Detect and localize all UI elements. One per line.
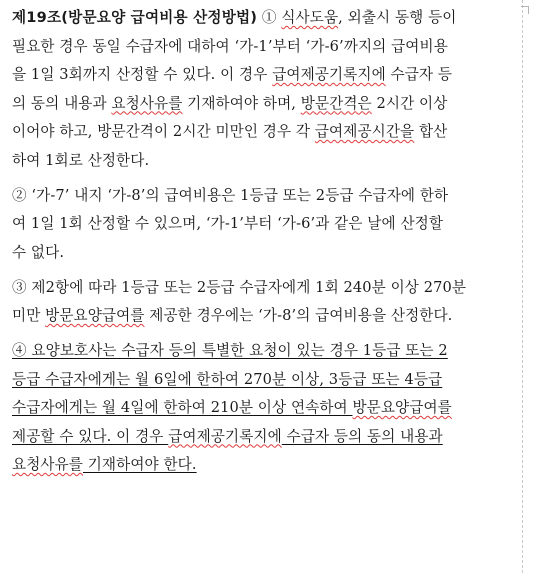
- paragraph-3-line: [12, 302, 522, 331]
- text-run: 기재하여야 하며,: [182, 94, 301, 112]
- text-run: 이어야 하고, 방문간격이 2시간 미만인 경우 각: [12, 123, 315, 140]
- text-run: 등급 수급자에게는 월 6일에 한하여 270분 이상, 3등급 또는 4등급: [12, 370, 443, 388]
- text-run: 기재하여야 한다.: [83, 456, 197, 473]
- spellcheck-flagged-word: 급여제공기록지에: [272, 66, 386, 83]
- paragraph-2-line: [12, 210, 522, 239]
- text-run: 미만: [12, 307, 46, 324]
- paragraph-4-line: [12, 451, 522, 480]
- spellcheck-flagged-word: 급여제공기록지에: [168, 427, 282, 445]
- paragraph-2-line: [12, 182, 522, 211]
- page-margin-guide: [522, 0, 523, 573]
- text-run: 을 1일 3회까지 산정할 수 있다. 이 경우: [12, 66, 273, 83]
- text-run: 수급자에게는 월 4일에 한하여 210분 이상 연속하여: [12, 399, 353, 416]
- paragraph-1-line: [12, 4, 522, 33]
- text-run: 수급자 등: [385, 66, 453, 83]
- paragraph-4-line: [12, 337, 522, 366]
- text-run: 의 동의 내용과: [12, 94, 112, 112]
- text-run: , 외출시 동행 등이: [338, 9, 457, 26]
- text-run: 여 1일 1회 산정할 수 있으며, ‘가-1’부터 ‘가-6’과 같은 날에 산정할: [12, 215, 444, 232]
- text-run: 제공할 수 있다. 이 경우: [12, 427, 169, 445]
- text-run: 제공한 경우에는 ‘가-8’의 급여비용을 산정한다.: [144, 307, 453, 324]
- paragraph-4-line: [12, 366, 522, 395]
- paragraph-4-line: [12, 394, 522, 423]
- paragraph-1-line: [12, 90, 522, 119]
- spellcheck-flagged-word: 요청사유를: [12, 456, 83, 473]
- page-corner-mark: [521, 6, 529, 14]
- paragraph-4-line: [12, 423, 522, 452]
- text-run: ④ 요양보호사는 수급자 등의 특별한 요청이 있는 경우 1등급 또는 2: [12, 342, 448, 359]
- text-run: 필요한 경우 동일 수급자에 대하여 ‘가-1’부터 ‘가-6’까지의 급여비용: [12, 37, 448, 55]
- paragraph-3-line: [12, 274, 522, 303]
- paragraph-1-line: [12, 61, 522, 90]
- document-body: [12, 4, 522, 480]
- article-title: 제19조(방문요양 급여비용 산정방법): [12, 9, 258, 26]
- spellcheck-flagged-word: 식사도움: [281, 9, 339, 26]
- text-run: ③ 제2항에 따라 1등급 또는 2등급 수급자에게 1회 240분 이상 270분: [12, 278, 467, 296]
- paragraph-2-line: [12, 239, 522, 268]
- spellcheck-flagged-word: 요청사유를: [111, 94, 183, 112]
- spellcheck-flagged-word: 급여제공시간을: [314, 123, 415, 140]
- paragraph-1-line: [12, 33, 522, 62]
- text-run: ② ‘가-7’ 내지 ‘가-8’의 급여비용은 1등급 또는 2등급 수급자에 한하: [12, 186, 449, 204]
- spellcheck-flagged-word: 방문요양급여를: [45, 307, 145, 324]
- text-run: 합산: [414, 123, 448, 140]
- text-run: 하여 1회로 산정한다.: [12, 151, 150, 169]
- spellcheck-flagged-word: 방문간격은: [300, 94, 372, 112]
- text-run: 수 없다.: [12, 243, 65, 261]
- text-run: 2시간 이상: [371, 94, 448, 112]
- text-run: 수급자 등의 동의 내용과: [281, 427, 443, 445]
- spellcheck-flagged-word: 방문요양급여를: [352, 399, 452, 416]
- paragraph-1-line: [12, 118, 522, 147]
- paragraph-1-line: [12, 147, 522, 176]
- text-run: ①: [257, 9, 282, 26]
